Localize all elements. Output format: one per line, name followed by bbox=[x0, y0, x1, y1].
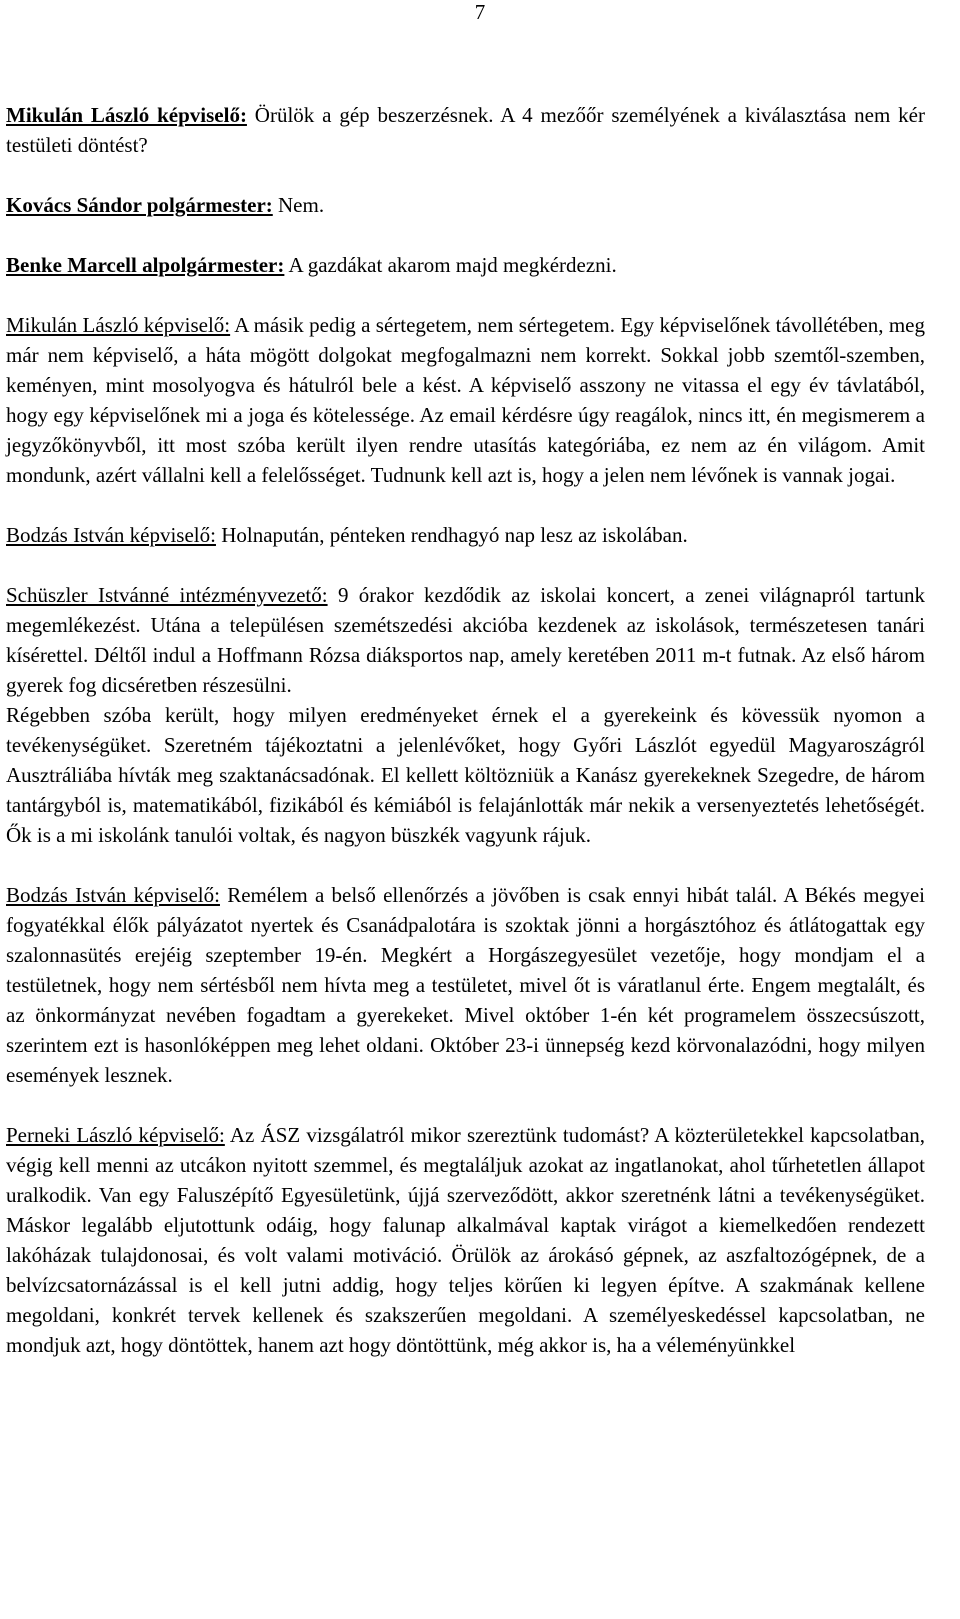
document-body bbox=[6, 100, 925, 1360]
paragraph-text: Örülök a gép beszerzésnek. A 4 mezőőr személyének a kiválasztása nem kér testületi döntést? bbox=[6, 103, 925, 157]
speaker-name: Perneki László képviselő: bbox=[6, 1123, 225, 1147]
paragraph-text: Nem. bbox=[272, 193, 325, 217]
page-number: 7 bbox=[474, 0, 486, 24]
speaker-name: Mikulán László képviselő: bbox=[6, 103, 247, 127]
speaker-name: Bodzás István képviselő: bbox=[6, 883, 220, 907]
paragraph-schuszler bbox=[6, 580, 925, 700]
speaker-name: Bodzás István képviselő: bbox=[6, 523, 216, 547]
paragraph-mikulan-1 bbox=[6, 100, 925, 160]
paragraph-kovacs bbox=[6, 190, 925, 220]
paragraph-bodzas-2 bbox=[6, 880, 925, 1090]
paragraph-bodzas-1 bbox=[6, 520, 925, 550]
paragraph-text: Holnapután, pénteken rendhagyó nap lesz az iskolában. bbox=[215, 523, 688, 547]
paragraph-text: 9 órakor kezdődik az iskolai koncert, a zenei világnapról tartunk megemlékezést. Utána a településen szemétszedési akcióba kezdenek az iskolások, természetesen tanári kísérettel. Déltől indul a Hoffmann Rózsa diáksportos nap, amely keretében 2011 m-t futnak. Az első három gyerek fog dicséretben részesülni. bbox=[6, 583, 925, 697]
paragraph-text: Remélem a belső ellenőrzés a jövőben is csak ennyi hibát talál. A Békés megyei fogyatékkal élők pályázatot nyertek és Csanádpalotára is szoktak jönni a horgásztóhoz és átlátogattak egy szalonnasütés erejéig szeptember 19-én. Megkért a Horgászegyesület vezetője, hogy mondjam el a testületnek, hogy nem sértésből nem hívta meg a testületet, mivel őt is váratlanul érte. Engem megtalált, és az önkormányzat nevében fogadtam a gyerekeket. Mivel október 1-én két programelem összecsúszott, szerintem ezt is hasonlóképpen meg lehet oldani. Október 23-i ünnepség kezd körvonalazódni, hogy milyen események lesznek. bbox=[6, 883, 925, 1087]
paragraph-benke bbox=[6, 250, 925, 280]
paragraph-text: Az ÁSZ vizsgálatról mikor szereztünk tudomást? A közterületekkel kapcsolatban, végig kell menni az utcákon nyitott szemmel, és megtaláljuk azokat az ingatlanokat, ahol tűrhetetlen állapot uralkodik. Van egy Faluszépítő Egyesületünk, újjá szerveződött, akkor szeretnénk látni a tevékenységüket. Máskor legalább eljutottunk odáig, hogy falunap alkalmával kaptak virágot a kiemelkedően rendezett lakóházak tulajdonosai, és volt valami motiváció. Örülök az árokásó gépnek, az aszfaltozógépnek, de a belvízcsatornázással is el kell jutni addig, hogy teljes körűen ki legyen építve. A szakmának kellene megoldani, konkrét tervek kellenek és szakszerűen megoldani. A személyeskedéssel kapcsolatban, ne mondjuk azt, hogy döntöttek, hanem azt hogy döntöttünk, még akkor is, ha a véleményünkkel bbox=[6, 1123, 925, 1357]
paragraph-text: Régebben szóba került, hogy milyen eredményeket érnek el a gyerekeink és kövessük nyomon a tevékenységüket. Szeretném tájékoztatni a jelenlévőket, hogy Győri Lászlót egyedül Magyaroszágról Ausztráliába hívták meg szaktanácsadónak. El kellett költözniük a Kanász gyerekeknek Szegedre, de három tantárgyból is, matematikából, fizikából és kémiából is felajánlották már nekik a versenyeztetés lehetőségét. Ők is a mi iskolánk tanulói voltak, és nagyon büszkék vagyunk rájuk. bbox=[6, 703, 925, 847]
paragraph-perneki bbox=[6, 1120, 925, 1360]
speaker-name: Schüszler Istvánné intézményvezető: bbox=[6, 583, 328, 607]
paragraph-mikulan-2 bbox=[6, 310, 925, 490]
paragraph-schuszler-continued bbox=[6, 700, 925, 850]
paragraph-text: A másik pedig a sértegetem, nem sértegetem. Egy képviselőnek távollétében, meg már nem képviselő, a háta mögött dolgokat megfogalmazni nem korrekt. Sokkal jobb szemtől-szemben, keményen, mint mosolyogva és hátulról bele a kést. A képviselő asszony ne vitassa el egy év távlatából, hogy egy képviselőnek mi a joga és kötelessége. Az email kérdésre úgy reagálok, nincs itt, én megismerem a jegyzőkönyvből, itt most szóba került ilyen rendre utasítás kategóriába, ez nem az én világom. Amit mondunk, azért vállalni kell a felelősséget. Tudnunk kell azt is, hogy a jelen nem lévőnek is vannak jogai. bbox=[6, 313, 925, 487]
speaker-name: Benke Marcell alpolgármester: bbox=[6, 253, 285, 277]
speaker-name: Kovács Sándor polgármester: bbox=[6, 193, 273, 217]
speaker-name: Mikulán László képviselő: bbox=[6, 313, 231, 337]
paragraph-text: A gazdákat akarom majd megkérdezni. bbox=[284, 253, 617, 277]
